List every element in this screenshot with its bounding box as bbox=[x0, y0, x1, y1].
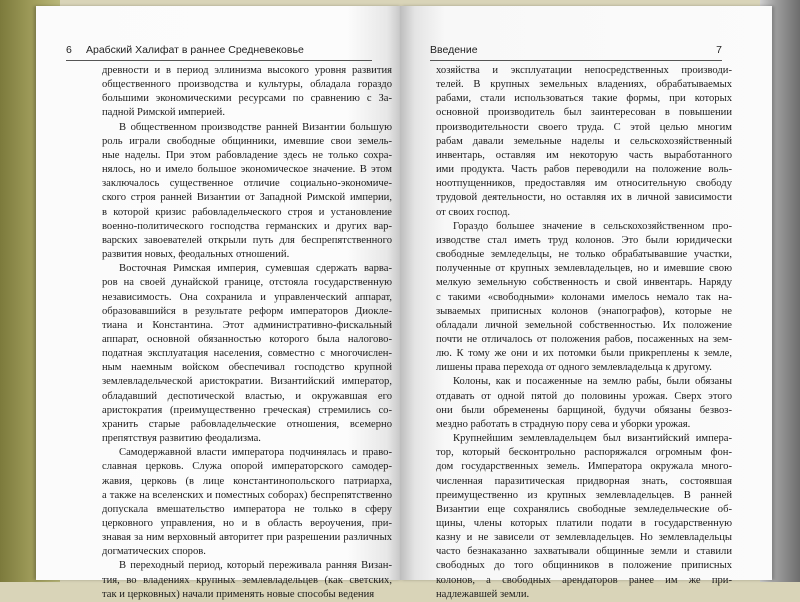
text-line: нялось, но и имело большое экономическое значение. В этом bbox=[102, 164, 392, 176]
text-line: Крупнейшим землевладельцем был византийский импера- bbox=[453, 433, 732, 445]
text-line: почти не отличалось от положения рабов, посаженных на зем- bbox=[436, 333, 732, 345]
text-line: В общественном производстве ранней Византии большую bbox=[119, 121, 392, 133]
text-line: Гораздо большее значение в сельскохозяйственном про- bbox=[453, 220, 732, 232]
text-line: свободных до того общинников в положение приписных bbox=[436, 560, 732, 572]
text-line: дом государственных земель. Императора окружала много- bbox=[436, 461, 732, 473]
text-line: полученные от крупных землевладельцев, но и имевшие свою bbox=[436, 263, 732, 275]
text-line: трудовой деятельности, но оставляя их в личной зависимости bbox=[436, 192, 732, 204]
text-line: Восточная Римская империя, сумевшая сдержать варва- bbox=[119, 263, 392, 275]
text-line: знавая за ним верховный авторитет при разрешении различных bbox=[102, 532, 392, 544]
text-line: церковного управления, но и в область вероучения, при- bbox=[102, 518, 392, 529]
text-line: лю. К тому же они и их потомки были прикреплены к земле, bbox=[436, 348, 732, 360]
text-line: Самодержавной власти императора подчинялась и право- bbox=[119, 447, 392, 459]
text-line: славная церковь. Служа опорой императорского самодер- bbox=[102, 461, 392, 473]
left-page-body bbox=[102, 64, 392, 602]
text-line: преимущественно из крупных землевладельцев. В ранней bbox=[436, 489, 732, 501]
text-line: ные наделы. При этом рабовладение здесь не только сохра- bbox=[102, 149, 392, 161]
text-line: так и церковных) начали применять новые способы ведения bbox=[102, 588, 375, 600]
text-line: часто безнаказанно захватывали общинные земли и ставили bbox=[436, 546, 732, 558]
text-line: ноотпущенников, предоставляя им относительную свободу bbox=[436, 178, 732, 190]
right-header-rule bbox=[430, 60, 722, 61]
text-line: падной Римской империей. bbox=[102, 107, 225, 119]
text-line: зываемых приписных колонов (энапографов), которые не bbox=[436, 305, 732, 317]
text-line: тиана и Константина. Этот административно-фискальный bbox=[102, 319, 392, 331]
text-line: тия, во владениях крупных землевладельцев (как светских, bbox=[102, 574, 392, 586]
text-line: хранить старые рабовладельческие отношения, всемерно bbox=[102, 418, 392, 430]
text-line: землевладельческой аристократии. Византийский император, bbox=[102, 376, 392, 388]
text-line: обладавший деспотической властью, и окружавшая его bbox=[102, 390, 392, 402]
text-line: хозяйства и эксплуатации непосредственных производи- bbox=[436, 65, 732, 76]
text-line: обладали личной земельной собственностью. Их положение bbox=[436, 319, 732, 331]
text-line: щины, члены которых платили подати в государственную bbox=[436, 518, 732, 529]
left-header-rule bbox=[66, 60, 372, 61]
text-line: жавия, церковь (в лице константинопольского патриарха, bbox=[102, 475, 392, 487]
text-line: ского строя ранней Византии от Западной Римской империи, bbox=[102, 192, 392, 204]
text-line: мелкую земельную собственность и свой инвентарь. Наряду bbox=[436, 277, 732, 289]
text-line: ным наемным войском обеспечивал господство крупной bbox=[102, 362, 392, 374]
text-line: производительности своего труда. С этой целью многим bbox=[436, 121, 732, 133]
text-line: рабами, стали использоваться такие формы, при которых bbox=[436, 93, 732, 105]
text-line: мездно работать в страдную пору сева и уборки урожая. bbox=[436, 418, 691, 430]
text-line: Колоны, как и посаженные на землю рабы, были обязаны bbox=[453, 376, 732, 388]
text-line: варских завоевателей открыли путь для беспрепятственного bbox=[102, 234, 392, 246]
text-line: препятствуя развитию феодализма. bbox=[102, 433, 261, 445]
text-line: надлежавшей земли. bbox=[436, 588, 530, 600]
text-line: тор, который бесконтрольно распоряжался огромным фон- bbox=[436, 447, 732, 459]
text-line: отдавать от одной пятой до половины урожая. Сверх этого bbox=[436, 390, 732, 402]
text-line: рабам давали земельные наделы и сельскохозяйственный bbox=[436, 135, 732, 147]
text-line: изводстве стал иметь труд колонов. Это были юридически bbox=[436, 234, 732, 246]
text-line: телей. В крупных земельных владениях, обрабатываемых bbox=[436, 79, 732, 91]
text-line: численная паразитическая придворная знать, состоявшая bbox=[436, 475, 732, 487]
left-running-title: Арабский Халифат в раннее Средневековье bbox=[86, 44, 304, 56]
text-line: с такими «свободными» колонами имелось немало так на- bbox=[436, 291, 732, 303]
text-line: в которой кризис рабовладельческого строя и установление bbox=[102, 206, 392, 218]
left-page bbox=[36, 6, 402, 600]
text-line: Византии еще сохранялись свободные земледельческие об- bbox=[436, 503, 732, 515]
text-line: аппарат, основной обязанностью которого была налогово- bbox=[102, 333, 392, 345]
text-line: они были обременены барщиной, будучи обязаны безвоз- bbox=[436, 404, 732, 416]
text-line: заключалось существенное отличие социально-экономиче- bbox=[102, 178, 392, 190]
text-line: аристократия (преимущественно греческая) стремились со- bbox=[102, 404, 392, 416]
text-line: инвентарь, оставляя им некоторую часть выработанного bbox=[436, 149, 732, 161]
left-page-number: 6 bbox=[66, 44, 72, 56]
text-line: основной производитель был заинтересован в повышении bbox=[436, 107, 732, 119]
text-line: роль играли свободные общинники, имевшие свои земель- bbox=[102, 135, 392, 147]
right-page bbox=[400, 6, 772, 600]
text-line: образовавшийся в результате реформ императоров Диокле- bbox=[102, 305, 392, 317]
text-line: развития новых, феодальных отношений. bbox=[102, 249, 290, 261]
text-line: а также на вселенских и поместных соборах) беспрепятственно bbox=[102, 489, 392, 501]
text-line: лишены права перехода от одного землевладельца к другому. bbox=[436, 362, 712, 374]
text-line: допускала вмешательство императора не только в сферу bbox=[102, 503, 392, 515]
text-line: от своих господ. bbox=[436, 206, 511, 218]
text-line: большими экономическими ресурсами по сравнению с За- bbox=[102, 93, 392, 105]
text-line: ров на своей дунайской границе, отстояла государственную bbox=[102, 277, 392, 289]
text-line: свободные земледельцы, не только обрабатывавшие участки, bbox=[436, 249, 732, 261]
right-page-number: 7 bbox=[716, 44, 722, 56]
text-line: ими продукта. Часть рабов переводили на положение воль- bbox=[436, 164, 732, 176]
text-line: В переходный период, который переживала ранняя Визан- bbox=[119, 560, 392, 572]
text-line: общественного производства и культуры, обладала гораздо bbox=[102, 79, 392, 91]
right-page-body bbox=[436, 64, 732, 602]
text-line: древности и в период эллинизма высокого уровня развития bbox=[102, 65, 392, 76]
text-line: податная эксплуатация населения, совместно с многочислен- bbox=[102, 348, 392, 360]
right-running-title: Введение bbox=[430, 44, 478, 56]
text-line: казну и не зависели от землевладельцев. Но землевладельцы bbox=[436, 532, 732, 544]
text-line: догматических споров. bbox=[102, 546, 206, 558]
text-line: военно-политического господства германских и других вар- bbox=[102, 220, 392, 232]
text-line: колонов, а свободных арендаторов ранее им же при- bbox=[436, 574, 732, 586]
text-line: независимость. Она сохранила и управленческий аппарат, bbox=[102, 291, 392, 303]
